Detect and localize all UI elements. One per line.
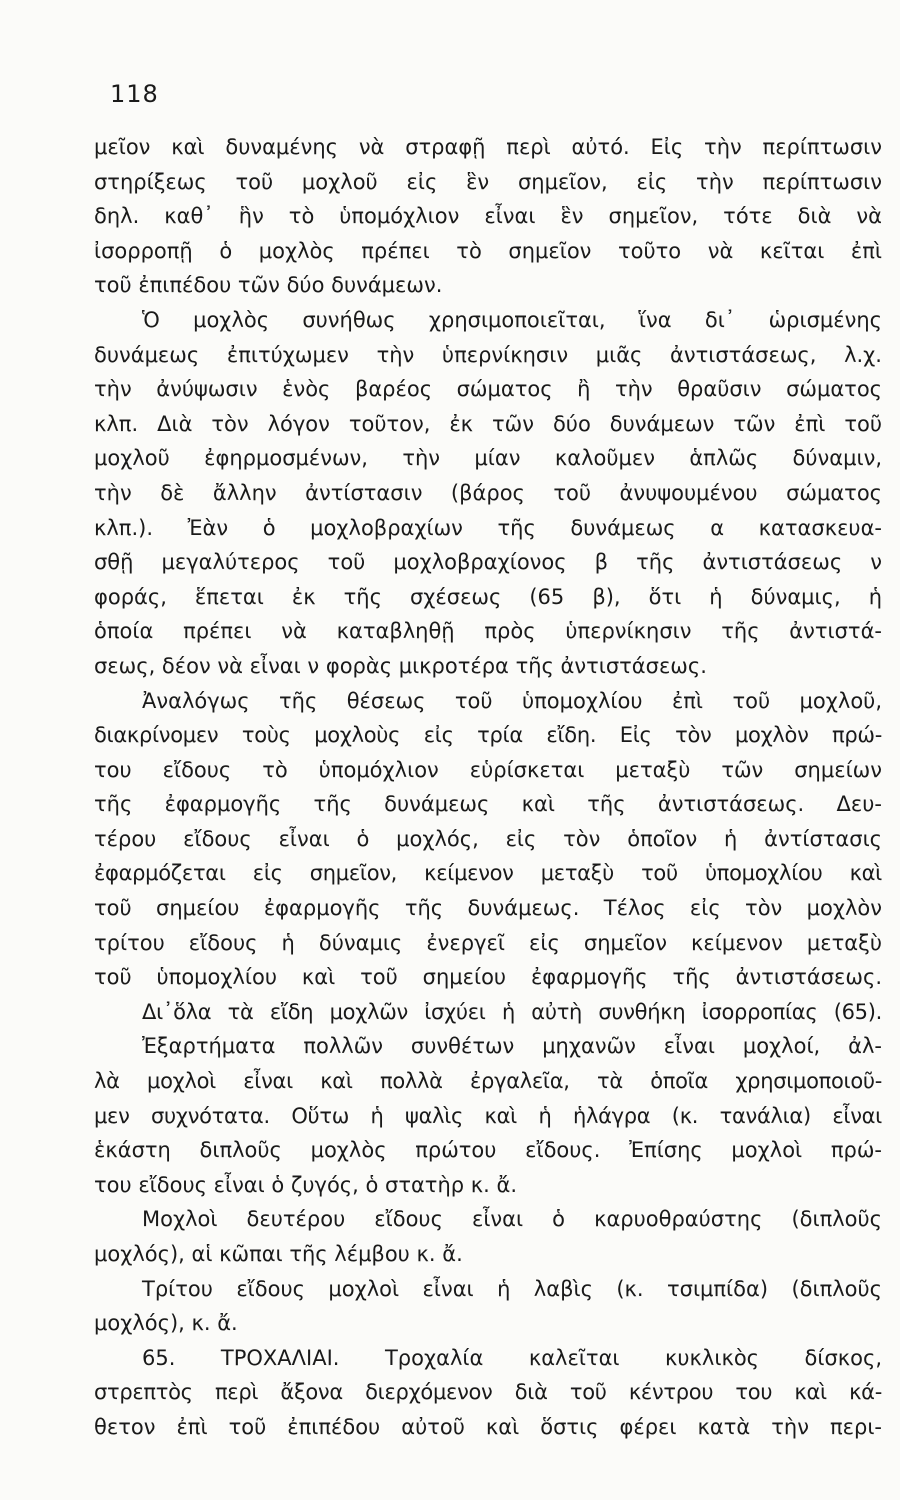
text-line: του εἴδους εἶναι ὁ ζυγός, ὁ στατὴρ κ. ἄ. <box>94 1172 518 1197</box>
text-line: μεῖον καὶ δυναμένης νὰ στραφῇ περὶ αὐτό. Εἰς τὴν περίπτωσιν <box>94 135 882 159</box>
text-line: τέρου εἴδους εἶναι ὁ μοχλός, εἰς τὸν ὁποῖον ἡ ἀντίστασις <box>94 826 882 851</box>
text-line: ἐφαρμόζεται εἰς σημεῖον, κείμενον μεταξὺ τοῦ ὑπομοχλίου καὶ <box>94 861 882 886</box>
page-number: 118 <box>110 80 159 108</box>
text-line: φοράς, ἕπεται ἐκ τῆς σχέσεως (65 β), ὅτι ἡ δύναμις, ἡ <box>94 584 882 609</box>
text-line: μεν συχνότατα. Οὕτω ἡ ψαλὶς καὶ ἡ ἡλάγρα (κ. τανάλια) εἶναι <box>94 1103 882 1128</box>
text-line: ἰσορροπῇ ὁ μοχλὸς πρέπει τὸ σημεῖον τοῦτο νὰ κεῖται ἐπὶ <box>94 238 882 263</box>
text-line: δηλ. καθ᾿ ἣν τὸ ὑπομόχλιον εἶναι ἓν σημεῖον, τότε διὰ νὰ <box>94 204 882 229</box>
text-line: κλπ. Διὰ τὸν λόγον τοῦτον, ἐκ τῶν δύο δυνάμεων τῶν ἐπὶ τοῦ <box>94 411 882 436</box>
text-line: τοῦ ἐπιπέδου τῶν δύο δυνάμεων. <box>94 273 443 298</box>
text-line: θετον ἐπὶ τοῦ ἐπιπέδου αὐτοῦ καὶ ὅστις φέρει κατὰ τὴν περι- <box>94 1414 882 1439</box>
text-line: τρίτου εἴδους ἡ δύναμις ἐνεργεῖ εἰς σημεῖον κείμενον μεταξὺ <box>94 930 882 955</box>
body-text <box>94 130 882 1445</box>
text-line: μοχλοῦ ἐφηρμοσμένων, τὴν μίαν καλοῦμεν ἁπλῶς δύναμιν, <box>94 446 882 471</box>
text-line: στηρίξεως τοῦ μοχλοῦ εἰς ἓν σημεῖον, εἰς τὴν περίπτωσιν <box>94 169 882 194</box>
text-line: Τρίτου εἴδους μοχλοὶ εἶναι ἡ λαβὶς (κ. τσιμπίδα) (διπλοῦς <box>142 1276 882 1301</box>
text-line: τοῦ ὑπομοχλίου καὶ τοῦ σημείου ἐφαρμογῆς τῆς ἀντιστάσεως. <box>94 965 882 990</box>
text-line: μοχλός), κ. ἄ. <box>94 1311 238 1336</box>
text-line: 65. ΤΡΟΧΑΛΙΑΙ. Τροχαλία καλεῖται κυκλικὸς δίσκος, <box>142 1345 882 1370</box>
text-line: στρεπτὸς περὶ ἄξονα διερχόμενον διὰ τοῦ κέντρου του καὶ κά- <box>94 1380 882 1405</box>
text-line: τὴν δὲ ἄλλην ἀντίστασιν (βάρος τοῦ ἀνυψουμένου σώματος <box>94 480 882 505</box>
text-line: δυνάμεως ἐπιτύχωμεν τὴν ὑπερνίκησιν μιᾶς ἀντιστάσεως, λ.χ. <box>94 342 882 367</box>
text-line: Μοχλοὶ δευτέρου εἴδους εἶναι ὁ καρυοθραύστης (διπλοῦς <box>142 1207 882 1232</box>
text-line: σεως, δέον νὰ εἶναι ν φορὰς μικροτέρα τῆς ἀντιστάσεως. <box>94 653 707 678</box>
text-line: Ἐξαρτήματα πολλῶν συνθέτων μηχανῶν εἶναι μοχλοί, ἀλ- <box>142 1034 882 1059</box>
text-line: Ἀναλόγως τῆς θέσεως τοῦ ὑπομοχλίου ἐπὶ τοῦ μοχλοῦ, <box>142 688 882 713</box>
text-line: Δι᾿ὅλα τὰ εἴδη μοχλῶν ἰσχύει ἡ αὐτὴ συνθήκη ἰσορροπίας (65). <box>142 999 882 1024</box>
text-line: του εἴδους τὸ ὑπομόχλιον εὑρίσκεται μεταξὺ τῶν σημείων <box>94 757 882 782</box>
text-line: ἑκάστη διπλοῦς μοχλὸς πρώτου εἴδους. Ἐπίσης μοχλοὶ πρώ- <box>94 1138 882 1163</box>
text-line: τῆς ἐφαρμογῆς τῆς δυνάμεως καὶ τῆς ἀντιστάσεως. Δευ- <box>94 792 882 817</box>
text-line: σθῇ μεγαλύτερος τοῦ μοχλοβραχίονος β τῆς ἀντιστάσεως ν <box>94 550 882 575</box>
text-line: κλπ.). Ἐὰν ὁ μοχλοβραχίων τῆς δυνάμεως α κατασκευα- <box>94 515 882 540</box>
text-line: τοῦ σημείου ἐφαρμογῆς τῆς δυνάμεως. Τέλος εἰς τὸν μοχλὸν <box>94 896 882 921</box>
text-line: ὁποία πρέπει νὰ καταβληθῇ πρὸς ὑπερνίκησιν τῆς ἀντιστά- <box>94 619 882 644</box>
text-line: διακρίνομεν τοὺς μοχλοὺς εἰς τρία εἴδη. Εἰς τὸν μοχλὸν πρώ- <box>94 723 882 748</box>
text-line: μοχλός), αἱ κῶπαι τῆς λέμβου κ. ἄ. <box>94 1242 463 1266</box>
text-line: λὰ μοχλοὶ εἶναι καὶ πολλὰ ἐργαλεῖα, τὰ ὁποῖα χρησιμοποιοῦ- <box>94 1069 882 1094</box>
text-line: τὴν ἀνύψωσιν ἑνὸς βαρέος σώματος ἢ τὴν θραῦσιν σώματος <box>94 377 882 402</box>
text-line: Ὁ μοχλὸς συνήθως χρησιμοποιεῖται, ἵνα δι᾿ ὡρισμένης <box>142 307 882 332</box>
